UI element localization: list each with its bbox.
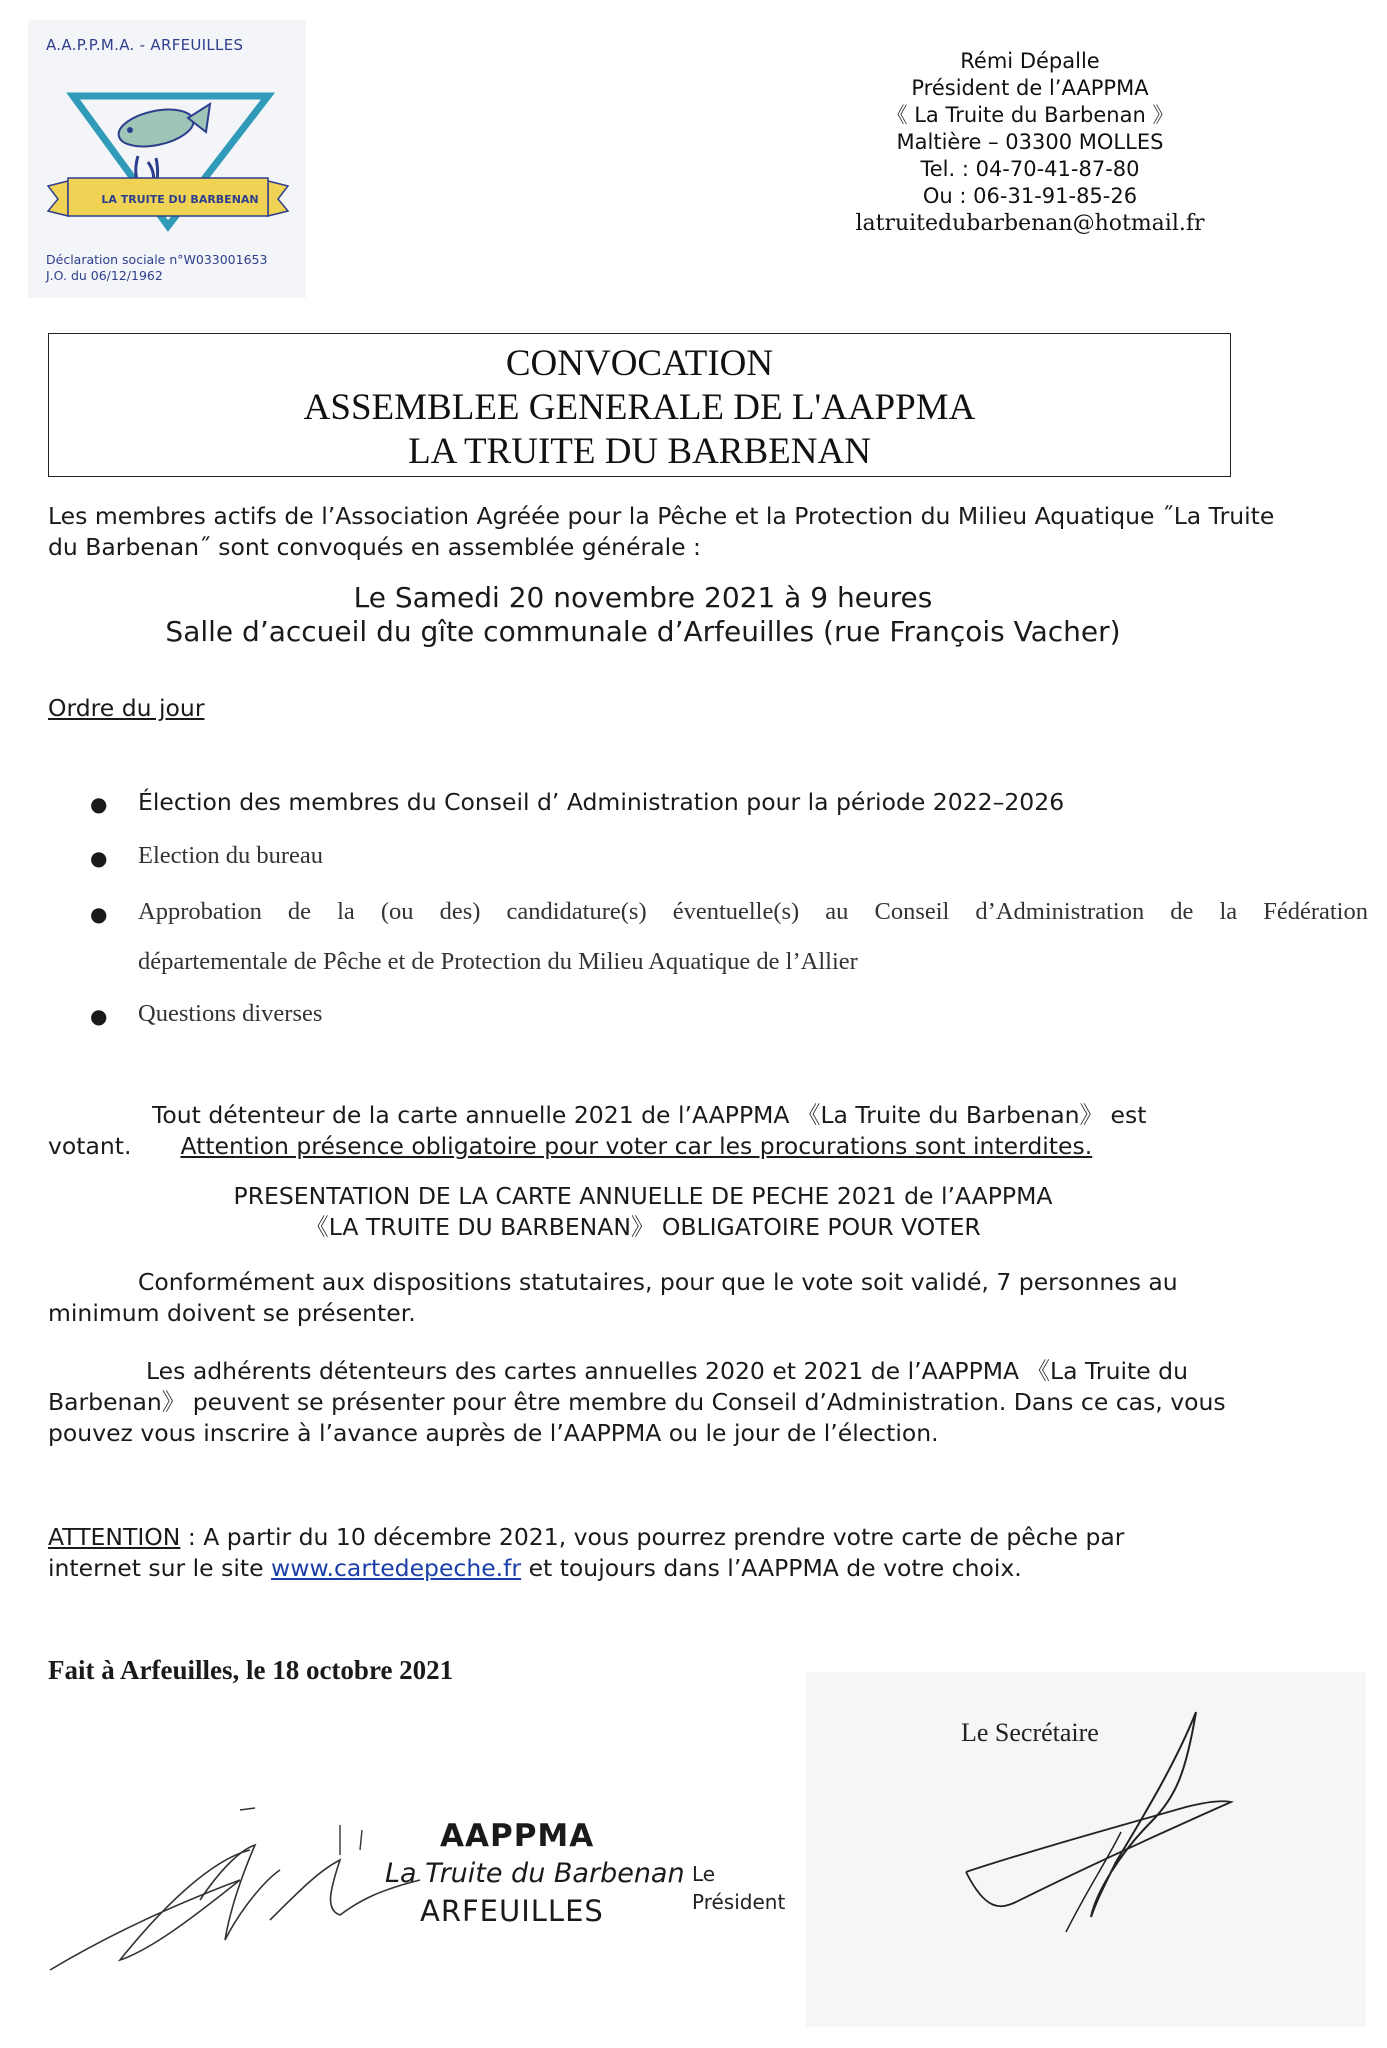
stamp-line-1: AAPPMA [440, 1818, 595, 1854]
attention-line-2 [48, 1553, 1348, 1584]
title-line-3: LA TRUITE DU BARBENAN [408, 431, 871, 472]
contact-email: latruitedubarbenan@hotmail.fr [855, 211, 1205, 236]
logo-org-name: A.A.P.P.M.A. - ARFEUILLES [46, 36, 244, 54]
candidates-line-2: Barbenan》 peuvent se présenter pour être membre du Conseil d’Administration. Dans ce cas, vous [48, 1388, 1226, 1416]
contact-tel: Tel. : 04-70-41-87-80 [920, 157, 1140, 181]
voting-line-2 [48, 1131, 1348, 1162]
president-contact [820, 48, 1240, 237]
bullet-icon: ● [90, 846, 108, 870]
card-requirement [48, 1181, 1238, 1243]
title-line-2: ASSEMBLEE GENERALE DE L'AAPPMA [303, 387, 976, 428]
agenda-item-continued: départementale de Pêche et de Protection du Milieu Aquatique de l’Allier [138, 948, 858, 975]
voting-paragraph [48, 1100, 1348, 1162]
voting-prefix: votant. [48, 1132, 132, 1160]
meeting-details [48, 581, 1238, 649]
secretary-signature-area [806, 1672, 1366, 2027]
agenda-item: Approbation de la (ou des) candidature(s) éventuelle(s) au Conseil d’Administration de la Fédération [138, 898, 1368, 925]
trout-emblem-icon [38, 66, 298, 251]
association-logo [28, 20, 306, 298]
intro-line-2: du Barbenan˝ sont convoqués en assemblée générale : [48, 533, 701, 561]
attention-text-prefix: internet sur le site [48, 1554, 272, 1582]
president-label [692, 1860, 785, 1916]
attention-line-1 [48, 1522, 1348, 1553]
president-label-line-2: Président [692, 1890, 786, 1914]
quorum-line-2: minimum doivent se présenter. [48, 1299, 416, 1327]
title-line-1: CONVOCATION [505, 343, 774, 384]
agenda-item: Election du bureau [138, 842, 324, 869]
agenda-item: Élection des membres du Conseil d’ Administration pour la période 2022–2026 [138, 788, 1065, 816]
bullet-icon: ● [90, 902, 108, 926]
bullet-icon: ● [90, 1004, 108, 1028]
logo-banner-text: LA TRUITE DU BARBENAN [101, 193, 259, 206]
attention-text: : A partir du 10 décembre 2021, vous pourrez prendre votre carte de pêche par [180, 1523, 1125, 1551]
contact-alt-tel: Ou : 06-31-91-85-26 [922, 184, 1138, 208]
agenda-item: Questions diverses [138, 1000, 323, 1027]
meeting-place: Salle d’accueil du gîte communale d’Arfeuilles (rue François Vacher) [165, 615, 1121, 648]
stamp-line-2: La Truite du Barbenan [385, 1858, 685, 1889]
attention-paragraph [48, 1522, 1348, 1584]
stamp-line-3: ARFEUILLES [420, 1894, 604, 1928]
date-place-line: Fait à Arfeuilles, le 18 octobre 2021 [48, 1655, 454, 1685]
quorum-line-1: Conformément aux dispositions statutaires, pour que le vote soit validé, 7 personnes au [138, 1268, 1178, 1296]
intro-line-1: Les membres actifs de l’Association Agréée pour la Pêche et la Protection du Milieu Aquatique ˝La Truite [48, 502, 1275, 530]
contact-name: Rémi Dépalle [960, 49, 1100, 73]
agenda-heading: Ordre du jour [48, 694, 205, 722]
title-box [48, 333, 1231, 477]
voting-line-1: Tout détenteur de la carte annuelle 2021 de l’AAPPMA 《La Truite du Barbenan》 est [152, 1101, 1147, 1129]
secretary-signature-icon [946, 1702, 1266, 1962]
voting-warning: Attention présence obligatoire pour voter car les procurations sont interdites. [180, 1132, 1093, 1160]
contact-address: Maltière – 03300 MOLLES [896, 130, 1164, 154]
attention-label: ATTENTION [48, 1523, 181, 1551]
candidates-paragraph [48, 1356, 1348, 1449]
candidates-line-1: Les adhérents détenteurs des cartes annuelles 2020 et 2021 de l’AAPPMA 《La Truite du [146, 1357, 1188, 1385]
declaration-number: Déclaration sociale n°W033001653 [46, 252, 268, 267]
secretary-label: Le Secrétaire [961, 1718, 1099, 1747]
candidates-line-3: pouvez vous inscrire à l’avance auprès de l’AAPPMA ou le jour de l’élection. [48, 1419, 939, 1447]
president-signature-icon [40, 1800, 480, 1980]
bullet-icon: ● [90, 792, 108, 816]
quorum-paragraph [48, 1267, 1348, 1329]
attention-text-suffix: et toujours dans l’AAPPMA de votre choix. [521, 1554, 1022, 1582]
meeting-date: Le Samedi 20 novembre 2021 à 9 heures [353, 581, 933, 614]
contact-association: 《 La Truite du Barbenan 》 [886, 103, 1174, 127]
logo-declaration [46, 252, 267, 284]
card-requirement-line-1: PRESENTATION DE LA CARTE ANNUELLE DE PECHE 2021 de l’AAPPMA [233, 1182, 1053, 1210]
jo-date: J.O. du 06/12/1962 [46, 268, 163, 283]
intro-paragraph [48, 501, 1348, 563]
card-requirement-line-2: 《LA TRUITE DU BARBENAN》 OBLIGATOIRE POUR VOTER [305, 1213, 981, 1241]
contact-role: Président de l’AAPPMA [911, 76, 1149, 100]
cartedepeche-link[interactable]: www.cartedepeche.fr [271, 1554, 522, 1582]
president-label-line-1: Le [692, 1862, 716, 1886]
